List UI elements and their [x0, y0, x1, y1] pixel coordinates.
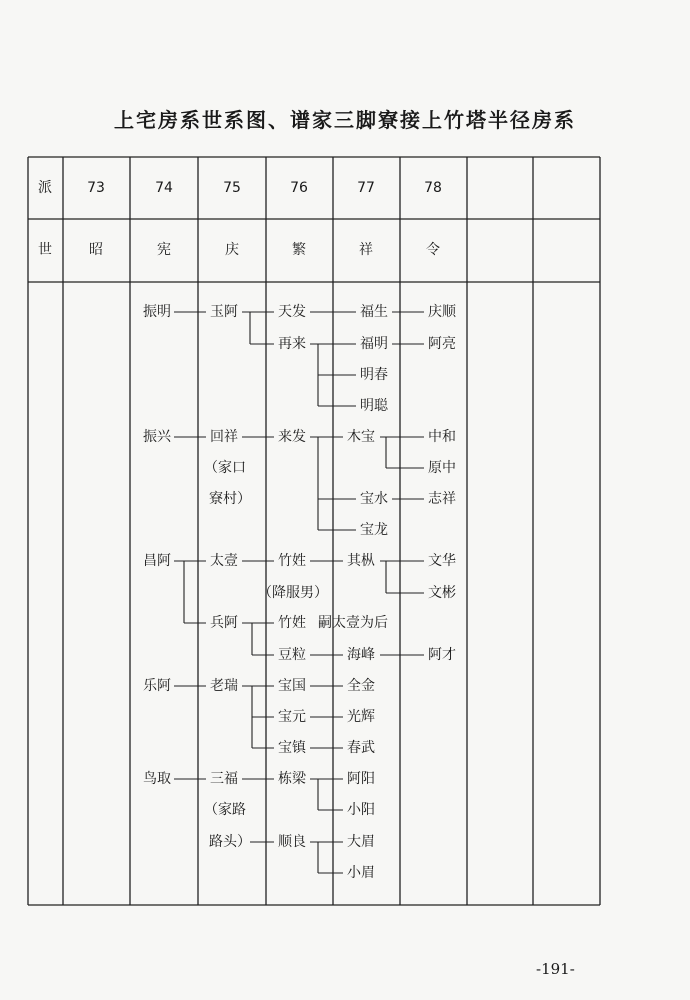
person-name: 宝镇 [278, 740, 306, 756]
generation-74: 74 [155, 180, 173, 196]
person-name: 振兴 [143, 429, 171, 445]
person-name: 木宝 [347, 429, 375, 445]
location-note: （家口 [204, 460, 246, 476]
person-name: 鸟取 [143, 771, 171, 787]
generation-76: 76 [290, 180, 308, 196]
page-number: -191- [536, 960, 575, 978]
person-name: 宝国 [278, 678, 306, 694]
person-name: 文彬 [428, 585, 456, 601]
person-name: 宝龙 [360, 522, 388, 538]
generation-77: 77 [357, 180, 375, 196]
person-name: 栋梁 [278, 771, 306, 787]
person-name: 兵阿 [210, 615, 238, 631]
person-name: 竹姓 [278, 615, 306, 631]
person-name: 天发 [278, 304, 306, 320]
person-name: 阿阳 [347, 771, 375, 787]
person-name: 竹姓 [278, 553, 306, 569]
person-name: 明春 [360, 367, 388, 383]
location-note: 路头） [209, 834, 251, 850]
person-name: 光辉 [347, 709, 375, 725]
person-name: 阿才 [428, 647, 456, 663]
person-name: 振明 [143, 304, 171, 320]
generation-75: 75 [223, 180, 241, 196]
location-note: 寮村） [209, 491, 251, 507]
person-name: 庆顺 [428, 304, 456, 320]
person-name: 福明 [360, 336, 388, 352]
person-name: 小眉 [347, 865, 375, 881]
person-name: 其枞 [347, 553, 375, 569]
person-name: 原中 [428, 460, 456, 476]
shi-label: 世 [38, 242, 52, 258]
succession-note: 嗣太壹为后 [318, 615, 388, 631]
person-name: 来发 [278, 429, 306, 445]
person-name: 阿亮 [428, 336, 456, 352]
person-name: 中和 [428, 429, 456, 445]
person-name: 昌阿 [143, 553, 171, 569]
person-name: 玉阿 [210, 304, 238, 320]
generation-char-76: 繁 [292, 242, 306, 258]
generation-78: 78 [424, 180, 442, 196]
person-name: 乐阿 [143, 678, 171, 694]
person-name: 太壹 [210, 553, 238, 569]
person-name: 志祥 [428, 491, 456, 507]
generation-char-77: 祥 [359, 242, 373, 258]
person-name: 文华 [428, 553, 456, 569]
person-name: 宝水 [360, 491, 388, 507]
page-title: 上宅房系世系图、谱家三脚寮接上竹塔半径房系 [114, 108, 576, 132]
generation-char-75: 庆 [225, 242, 239, 258]
person-name: 明聪 [360, 398, 388, 414]
person-name: 宝元 [278, 709, 306, 725]
person-name: 海峰 [347, 647, 375, 663]
generation-char-74: 宪 [157, 242, 171, 258]
generation-char-78: 令 [426, 242, 440, 258]
person-name: 春武 [347, 740, 375, 756]
generation-73: 73 [87, 180, 105, 196]
person-name: 大眉 [347, 834, 375, 850]
person-name: 回祥 [210, 429, 238, 445]
person-name: 豆粒 [278, 647, 306, 663]
person-name: 全金 [347, 678, 375, 694]
person-name: 福生 [360, 304, 388, 320]
adoption-note: （降服男） [258, 585, 328, 601]
person-name: 老瑞 [210, 678, 238, 694]
person-name: 三福 [210, 771, 238, 787]
person-name: 再来 [278, 336, 306, 352]
person-name: 小阳 [347, 802, 375, 818]
person-name: 顺良 [278, 834, 306, 850]
location-note: （家路 [204, 802, 246, 818]
pai-label: 派 [38, 180, 52, 196]
generation-char-73: 昭 [89, 242, 103, 258]
